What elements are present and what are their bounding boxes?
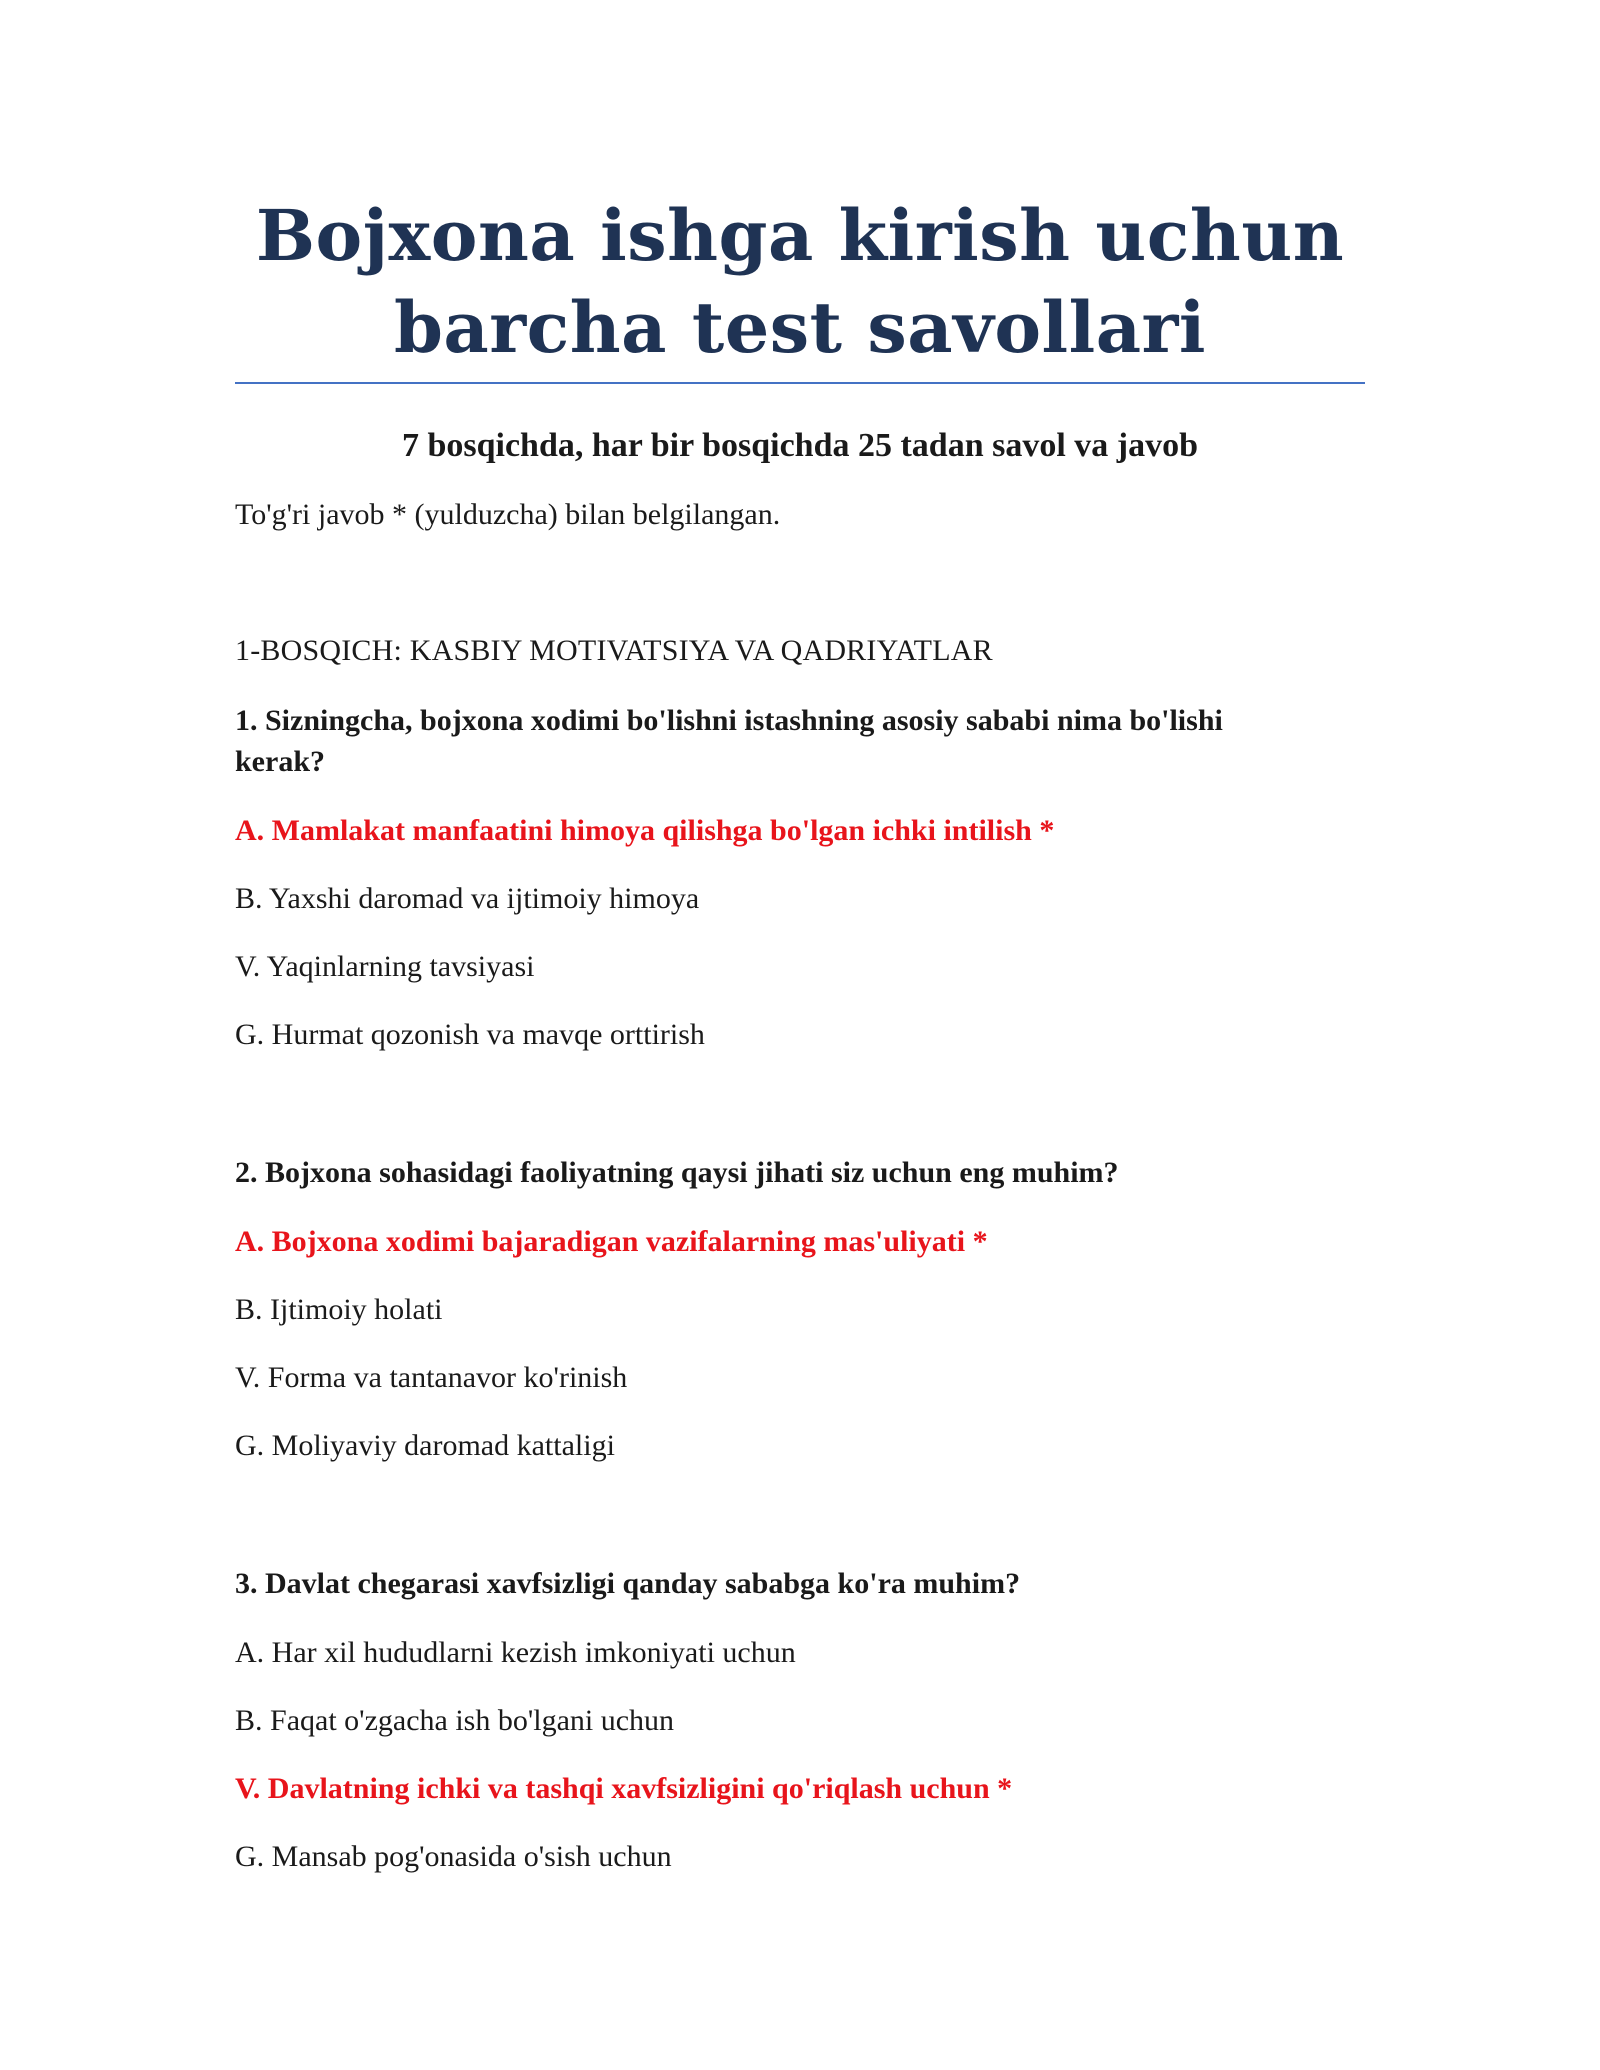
section-heading: 1-BOSQICH: KASBIY MOTIVATSIYA VA QADRIYATLAR [235,634,993,667]
title-line-1: Bojxona ishga kirish uchun [255,194,1345,277]
document-subtitle: 7 bosqichda, har bir bosqichda 25 tadan savol va javob [401,427,1199,464]
question-1: 1. Sizningcha, bojxona xodimi bo'lishni istashning asosiy sababi nima bo'lishi kerak? [235,704,1223,778]
question-1-option-a: A. Mamlakat manfaatini himoya qilishga bo'lgan ichki intilish * [235,814,1055,847]
question-3-option-a: A. Har xil hududlarni kezish imkoniyati uchun [235,1636,796,1669]
question-3-option-v: V. Davlatning ichki va tashqi xavfsizligini qo'riqlash uchun * [235,1772,1013,1805]
document-title [235,190,1365,374]
question-3-option-b: B. Faqat o'zgacha ish bo'lgani uchun [235,1704,675,1737]
question-3: 3. Davlat chegarasi xavfsizligi qanday sababga ko'ra muhim? [235,1567,1021,1600]
question-1-option-v: V. Yaqinlarning tavsiyasi [235,950,535,983]
question-1-option-g: G. Hurmat qozonish va mavqe orttirish [235,1018,705,1051]
question-2-option-g: G. Moliyaviy daromad kattaligi [235,1429,615,1462]
intro-note: To'g'ri javob * (yulduzcha) bilan belgilangan. [235,498,781,531]
title-line-2: barcha test savollari [393,286,1207,369]
title-divider [235,382,1365,384]
question-2-option-b: B. Ijtimoiy holati [235,1293,443,1326]
question-1-option-b: B. Yaxshi daromad va ijtimoiy himoya [235,882,700,915]
question-2-option-v: V. Forma va tantanavor ko'rinish [235,1361,628,1394]
document-page [235,190,1365,1876]
question-3-option-g: G. Mansab pog'onasida o'sish uchun [235,1840,672,1873]
question-2: 2. Bojxona sohasidagi faoliyatning qaysi jihati siz uchun eng muhim? [235,1156,1119,1189]
question-2-option-a: A. Bojxona xodimi bajaradigan vazifalarning mas'uliyati * [235,1225,988,1258]
